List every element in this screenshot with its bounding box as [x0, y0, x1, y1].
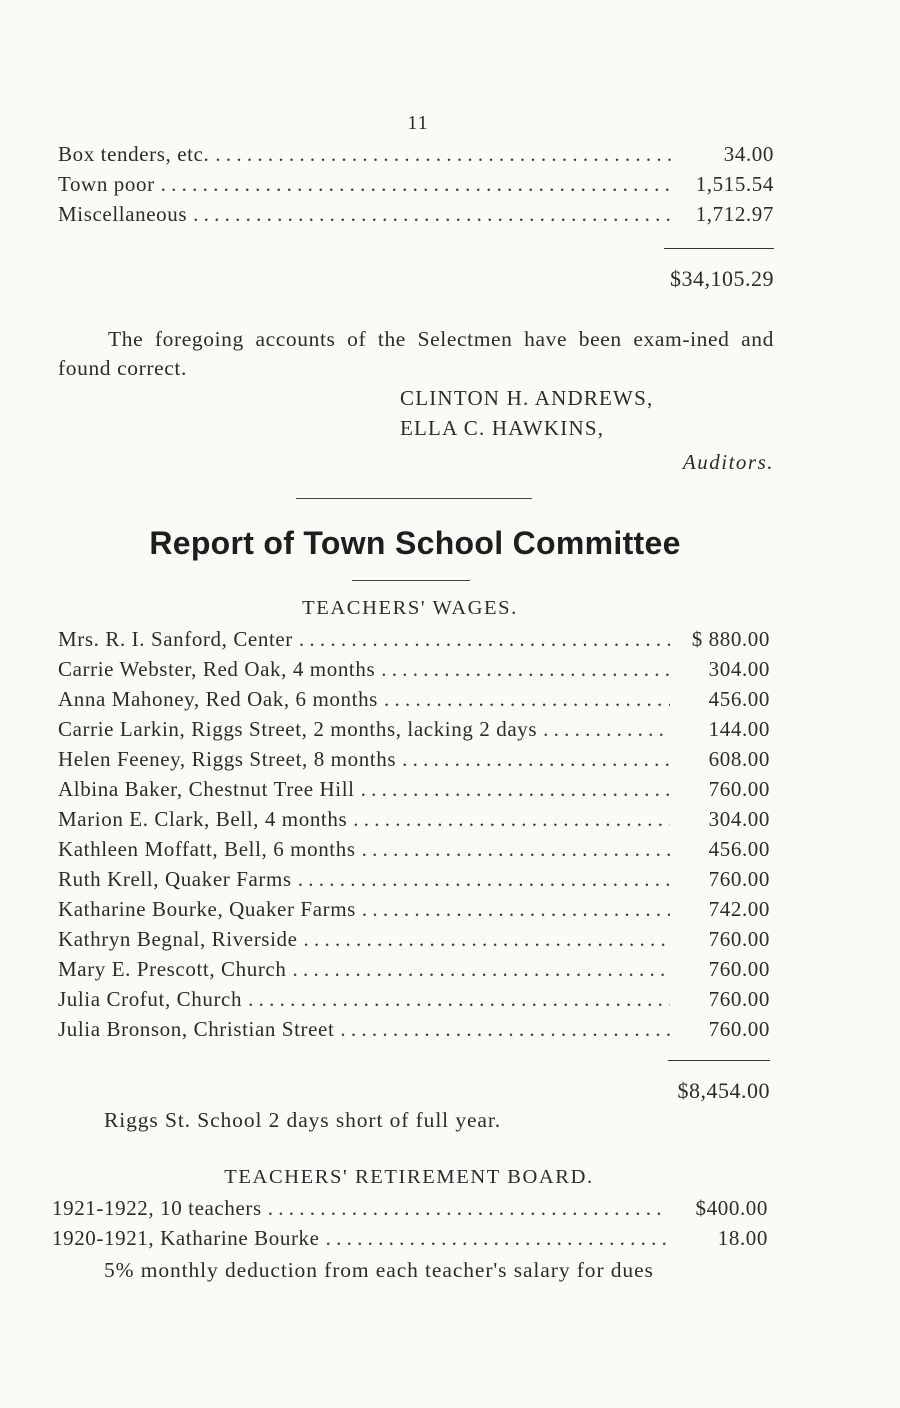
leader-dots: [299, 627, 670, 652]
wage-row: [58, 687, 770, 717]
auditors-role: Auditors.: [682, 450, 774, 474]
wage-amount: 304.00: [708, 807, 770, 831]
wage-row: [58, 747, 770, 777]
teacher-label: Ruth Krell, Quaker Farms: [58, 867, 292, 891]
wage-amount: $ 880.00: [691, 627, 770, 651]
section-divider: [296, 498, 532, 499]
teachers-wages-ledger: [58, 627, 770, 1047]
wage-amount: 760.00: [708, 987, 770, 1011]
teacher-label: Kathryn Begnal, Riverside: [58, 927, 298, 951]
leader-dots: [362, 837, 670, 862]
ledger-amount: 1,712.97: [695, 202, 774, 226]
leader-dots: [298, 867, 670, 892]
wage-row: [58, 627, 770, 657]
wage-row: [58, 897, 770, 927]
wage-row: [58, 807, 770, 837]
teacher-label: Helen Feeney, Riggs Street, 8 months: [58, 747, 397, 771]
teacher-label: Kathleen Moffatt, Bell, 6 months: [58, 837, 356, 861]
wage-amount: 456.00: [708, 837, 770, 861]
wage-amount: 760.00: [708, 927, 770, 951]
teacher-label: Mrs. R. I. Sanford, Center: [58, 627, 293, 651]
leader-dots: [353, 807, 670, 832]
wage-row: [58, 777, 770, 807]
wage-row: [58, 1017, 770, 1047]
ledger-amount: 1,515.54: [695, 172, 774, 196]
retirement-amount: $400.00: [695, 1196, 768, 1220]
wage-amount: 608.00: [708, 747, 770, 771]
wage-row: [58, 987, 770, 1017]
teachers-wages-heading: TEACHERS' WAGES.: [302, 597, 518, 619]
expenses-total: $34,105.29: [670, 266, 774, 291]
leader-dots: [384, 687, 670, 712]
auditor-name: ELLA C. HAWKINS,: [400, 416, 605, 440]
retirement-label: 1920-1921, Katharine Bourke: [52, 1226, 320, 1250]
wage-amount: 456.00: [708, 687, 770, 711]
retirement-label: 1921-1922, 10 teachers: [52, 1196, 262, 1220]
wage-amount: 760.00: [708, 867, 770, 891]
wage-amount: 304.00: [708, 657, 770, 681]
teacher-label: Mary E. Prescott, Church: [58, 957, 287, 981]
auditor-name: CLINTON H. ANDREWS,: [400, 386, 654, 410]
leader-dots: [362, 897, 670, 922]
leader-dots: [381, 657, 670, 682]
leader-dots: [292, 957, 670, 982]
leader-dots: [543, 717, 670, 742]
wage-row: [58, 717, 770, 747]
leader-dots: [248, 987, 670, 1012]
leader-dots: [340, 1017, 670, 1042]
leader-dots: [402, 747, 670, 772]
dues-note: 5% monthly deduction from each teacher's salary for dues: [104, 1258, 654, 1282]
wage-amount: 760.00: [708, 777, 770, 801]
ledger-row: [58, 202, 774, 232]
teacher-label: Marion E. Clark, Bell, 4 months: [58, 807, 348, 831]
wage-row: [58, 927, 770, 957]
leader-dots: [361, 777, 670, 802]
wage-amount: 760.00: [708, 957, 770, 981]
expense-ledger: [58, 142, 774, 232]
leader-dots: [215, 142, 674, 167]
wage-row: [58, 867, 770, 897]
wage-amount: 760.00: [708, 1017, 770, 1041]
teacher-label: Albina Baker, Chestnut Tree Hill: [58, 777, 355, 801]
ledger-row: [58, 142, 774, 172]
wages-total: $8,454.00: [677, 1078, 770, 1103]
wage-amount: 144.00: [708, 717, 770, 741]
page-number: 11: [407, 112, 429, 134]
ledger-row: [58, 172, 774, 202]
retirement-row: [52, 1196, 768, 1226]
leader-dots: [304, 927, 670, 952]
report-title: Report of Town School Committee: [149, 525, 681, 561]
wage-row: [58, 657, 770, 687]
leader-dots: [326, 1226, 668, 1251]
ledger-label: Town poor: [58, 172, 155, 196]
short-divider: [352, 580, 470, 581]
leader-dots: [193, 202, 674, 227]
ledger-label: Box tenders, etc.: [58, 142, 210, 166]
leader-dots: [161, 172, 674, 197]
teacher-label: Anna Mahoney, Red Oak, 6 months: [58, 687, 378, 711]
teacher-label: Carrie Larkin, Riggs Street, 2 months, lacking 2 days: [58, 717, 538, 741]
leader-dots: [268, 1196, 668, 1221]
total-rule: [668, 1060, 770, 1061]
retirement-board-heading: TEACHERS' RETIREMENT BOARD.: [224, 1166, 594, 1188]
retirement-ledger: [52, 1196, 768, 1256]
wage-row: [58, 837, 770, 867]
riggs-school-note: Riggs St. School 2 days short of full year.: [104, 1108, 502, 1132]
wage-amount: 742.00: [708, 897, 770, 921]
teacher-label: Julia Bronson, Christian Street: [58, 1017, 335, 1041]
retirement-amount: 18.00: [717, 1226, 768, 1250]
teacher-label: Julia Crofut, Church: [58, 987, 243, 1011]
ledger-label: Miscellaneous: [58, 202, 188, 226]
wage-row: [58, 957, 770, 987]
retirement-row: [52, 1226, 768, 1256]
teacher-label: Carrie Webster, Red Oak, 4 months: [58, 657, 376, 681]
ledger-amount: 34.00: [723, 142, 774, 166]
total-rule: [664, 248, 774, 249]
audit-statement: The foregoing accounts of the Selectmen have been exam-ined and found correct.: [58, 327, 774, 380]
teacher-label: Katharine Bourke, Quaker Farms: [58, 897, 356, 921]
